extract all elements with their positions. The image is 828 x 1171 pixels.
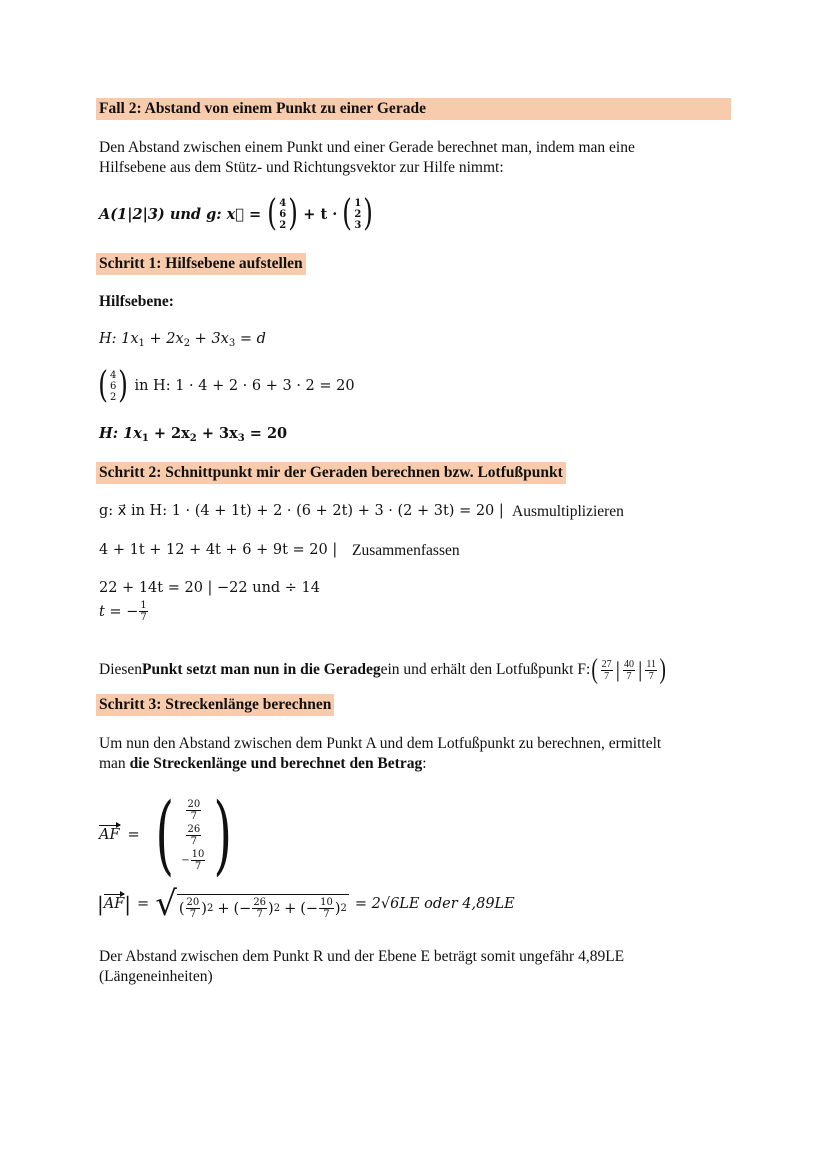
- step2-eq3: 22 + 14t = 20 | −22 und ÷ 14: [99, 580, 321, 596]
- step1-label: Hilfsebene:: [99, 293, 174, 310]
- sqrt-expression: √ ( $\frac{20}{7}$ ) 2 + ( − $\frac{26}{7}$ ) 2 + ( − $\frac{10}{7}$ ) 2: [155, 884, 347, 924]
- step2-heading: Schritt 2: Schnittpunkt mir der Geraden berechnen bzw. Lotfußpunkt: [96, 462, 566, 484]
- direction-vector: ( 1 2 3 ): [342, 193, 374, 234]
- vector-af-label: AF: [99, 827, 120, 843]
- plane-generic: H: $1x_1 + 2x_2 + 3x_3 = d$: [99, 331, 266, 349]
- conclusion-line-1: Der Abstand zwischen dem Punkt R und der Ebene E beträgt somit ungefähr 4,89LE: [99, 948, 625, 965]
- step2-eq1: g: x⃗ in H: 1 · (4 + 1t) + 2 · (6 + 2t) + 3 · (2 + 3t) = 20 |: [99, 503, 504, 519]
- norm-result: = 2√6LE oder 4,89LE: [354, 896, 515, 912]
- step3-heading: Schritt 3: Streckenlänge berechnen: [96, 694, 334, 716]
- step2-eq1-note: Ausmultiplizieren: [512, 503, 624, 520]
- page-title: Fall 2: Abstand von einem Punkt zu einer Gerade: [96, 98, 731, 120]
- step3-text-1: Um nun den Abstand zwischen dem Punkt A und dem Lotfußpunkt zu berechnen, ermittelt: [99, 735, 662, 752]
- insert-vector: ( 4 6 2 ): [98, 365, 129, 406]
- given-plus-t: + t ·: [303, 205, 338, 223]
- given-point: A(1|2|3) und g: x⃗ =: [99, 205, 262, 223]
- intro-line-1: Den Abstand zwischen einem Punkt und einer Gerade berechnet man, indem man eine: [99, 139, 635, 156]
- step2-eq2: 4 + 1t + 12 + 4t + 6 + 9t = 20 |: [99, 542, 338, 558]
- plane-insert: ( 4 6 2 ) in H: 1 · 4 + 2 · 6 + 3 · 2 = 20: [96, 368, 355, 404]
- vector-af: AF = ( $\frac{20}{7}$ $\frac{26}{7}$ − $\frac{10}{7}$ ): [99, 785, 233, 885]
- intro-line-2: Hilfsebene aus dem Stütz- und Richtungsvektor zur Hilfe nimmt:: [99, 159, 504, 176]
- norm-af: | AF | = √ ( $\frac{20}{7}$ ) 2 + ( − $\frac{26}{7}$ ) 2 + ( − $\frac{10}{7}$ ) 2 = 2√6LE oder 4,89LE: [97, 884, 515, 924]
- foot-point: ( $\frac{27}{7}$ | $\frac{40}{7}$ | $\frac{11}{7}$ ): [591, 654, 666, 685]
- step3-text-2: man die Streckenlänge und berechnet den Betrag:: [99, 755, 427, 772]
- step2-eq4: t = − $\frac{1}{7}$: [99, 600, 147, 623]
- step1-heading: Schritt 1: Hilfsebene aufstellen: [96, 253, 306, 275]
- given-equation: [99, 193, 375, 234]
- norm-af-label: AF: [103, 896, 125, 912]
- conclusion-line-2: (Längeneinheiten): [99, 968, 213, 985]
- plane-final: H: $1x_1 + 2x_2 + 3x_3 = 20$: [99, 425, 288, 444]
- step2-result: Diesen Punkt setzt man nun in die Gerade g ein und erhält den Lotfußpunkt F: ( $\frac{27}{7}$ | $\frac{40}{7}$ | $\frac{11}{7}$ ): [99, 652, 667, 688]
- support-vector: ( 4 6 2 ): [267, 193, 299, 234]
- step2-eq2-note: Zusammenfassen: [352, 542, 460, 559]
